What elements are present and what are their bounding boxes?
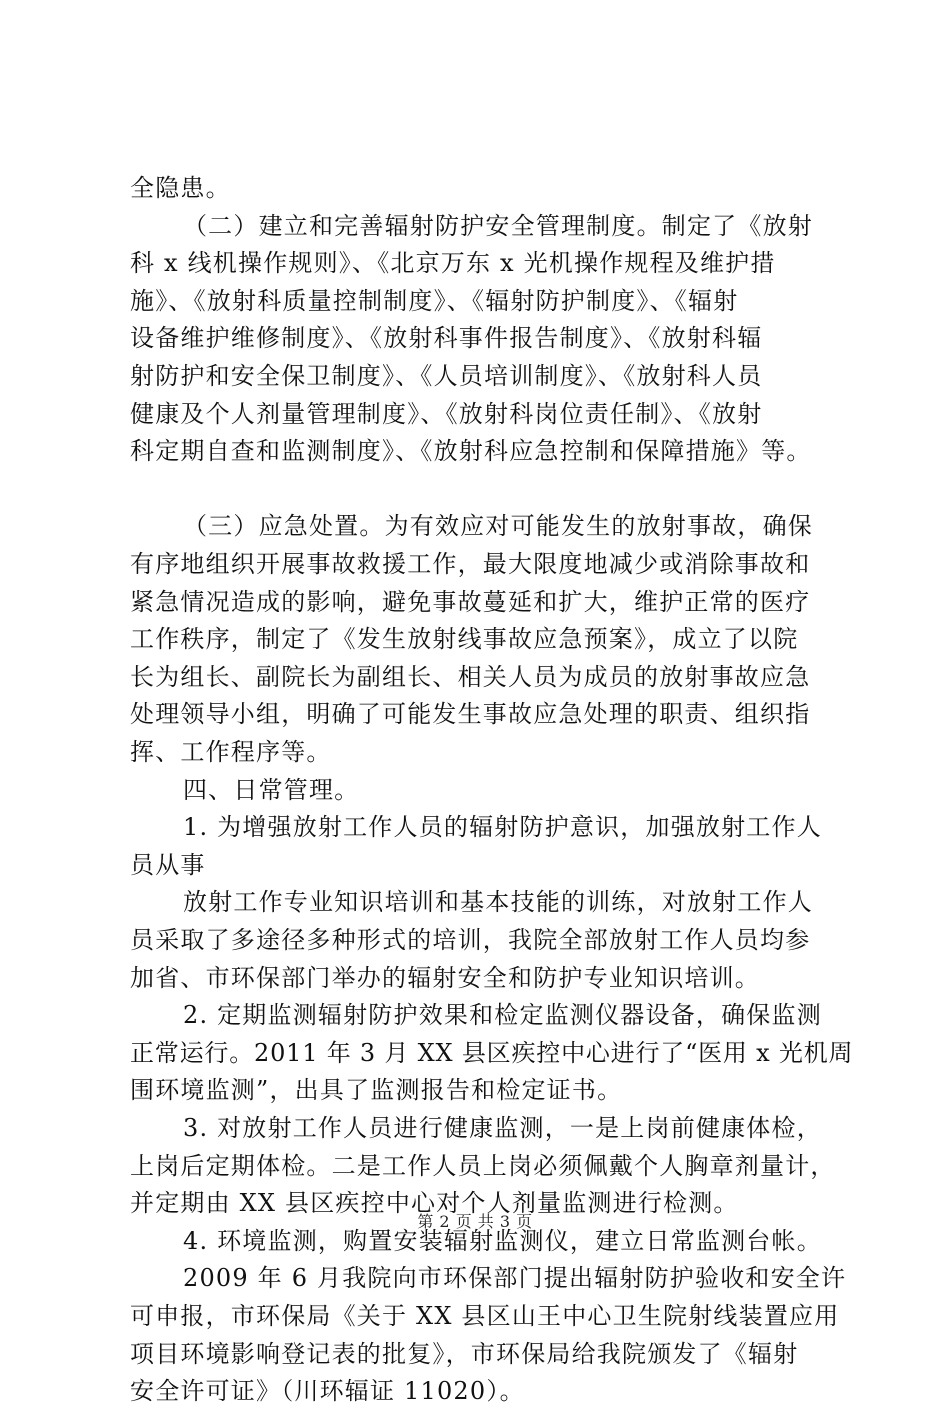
text-line: 3. 对放射工作人员进行健康监测，一是上岗前健康体检，: [130, 1114, 822, 1142]
text-line: 设备维护维修制度》、《放射科事件报告制度》、《放射科辐: [130, 324, 763, 353]
text-line: 并定期由 XX 县区疾控中心对个人剂量监测进行检测。: [130, 1189, 739, 1218]
text-line: 科定期自查和监测制度》、《放射科应急控制和保障措施》等。: [130, 437, 812, 466]
text-line: 上岗后定期体检。二是工作人员上岗必须佩戴个人胸章剂量计，: [130, 1151, 836, 1180]
text-line: 长为组长、副院长为副组长、相关人员为成员的放射事故应急: [130, 662, 811, 691]
text-line: 员从事: [130, 850, 206, 879]
text-line: 工作秩序，制定了《发生放射线事故应急预案》，成立了以院: [130, 625, 799, 654]
text-line: 1. 为增强放射工作人员的辐射防护意识，加强放射工作人: [130, 813, 822, 842]
text-line: 科 x 线机操作规则》、《北京万东 x 光机操作规程及维护措: [130, 249, 776, 278]
text-line: 挥、工作程序等。: [130, 738, 332, 766]
page-footer: 第 2 页 共 3 页: [417, 1212, 533, 1231]
text-line: 2009 年 6 月我院向市环保部门提出辐射防护验收和安全许: [130, 1264, 847, 1293]
text-line: （二）建立和完善辐射防护安全管理制度。制定了《放射: [130, 211, 813, 240]
text-line: 有序地组织开展事故救援工作，最大限度地减少或消除事故和: [130, 550, 811, 578]
text-line: 健康及个人剂量管理制度》、《放射科岗位责任制》、《放射: [130, 399, 763, 428]
text-line: 加省、市环保部门举办的辐射安全和防护专业知识培训。: [130, 963, 760, 992]
text-line: （三）应急处置。为有效应对可能发生的放射事故，确保: [130, 512, 813, 541]
text-line: [130, 471, 850, 507]
text-line: 2. 定期监测辐射防护效果和检定监测仪器设备，确保监测: [130, 1001, 822, 1030]
text-line: 射防护和安全保卫制度》、《人员培训制度》、《放射科人员: [130, 362, 763, 390]
text-line: 紧急情况造成的影响，避免事故蔓延和扩大，维护正常的医疗: [130, 587, 811, 616]
text-line: 安全许可证》（川环辐证 11020）。: [130, 1377, 525, 1406]
text-line: 施》、《放射科质量控制制度》、《辐射防护制度》、《辐射: [130, 286, 739, 315]
text-line: 处理领导小组，明确了可能发生事故应急处理的职责、组织指: [130, 700, 811, 729]
text-line: 围环境监测”，出具了监测报告和检定证书。: [130, 1076, 623, 1105]
text-line: 可申报，市环保局《关于 XX 县区山王中心卫生院射线装置应用: [130, 1302, 840, 1330]
text-line: 放射工作专业知识培训和基本技能的训练，对放射工作人: [130, 888, 813, 917]
text-line: 四、日常管理。: [130, 775, 360, 804]
text-line: 员采取了多途径多种形式的培训，我院全部放射工作人员均参: [130, 926, 811, 954]
text-line: 项目环境影响登记表的批复》，市环保局给我院颁发了《辐射: [130, 1339, 799, 1368]
text-line: 全隐患。: [130, 174, 231, 202]
text-line: 4. 环境监测，购置安装辐射监测仪，建立日常监测台帐。: [130, 1226, 822, 1255]
text-line: 正常运行。2011 年 3 月 XX 县区疾控中心进行了“医用 x 光机周: [130, 1038, 854, 1067]
